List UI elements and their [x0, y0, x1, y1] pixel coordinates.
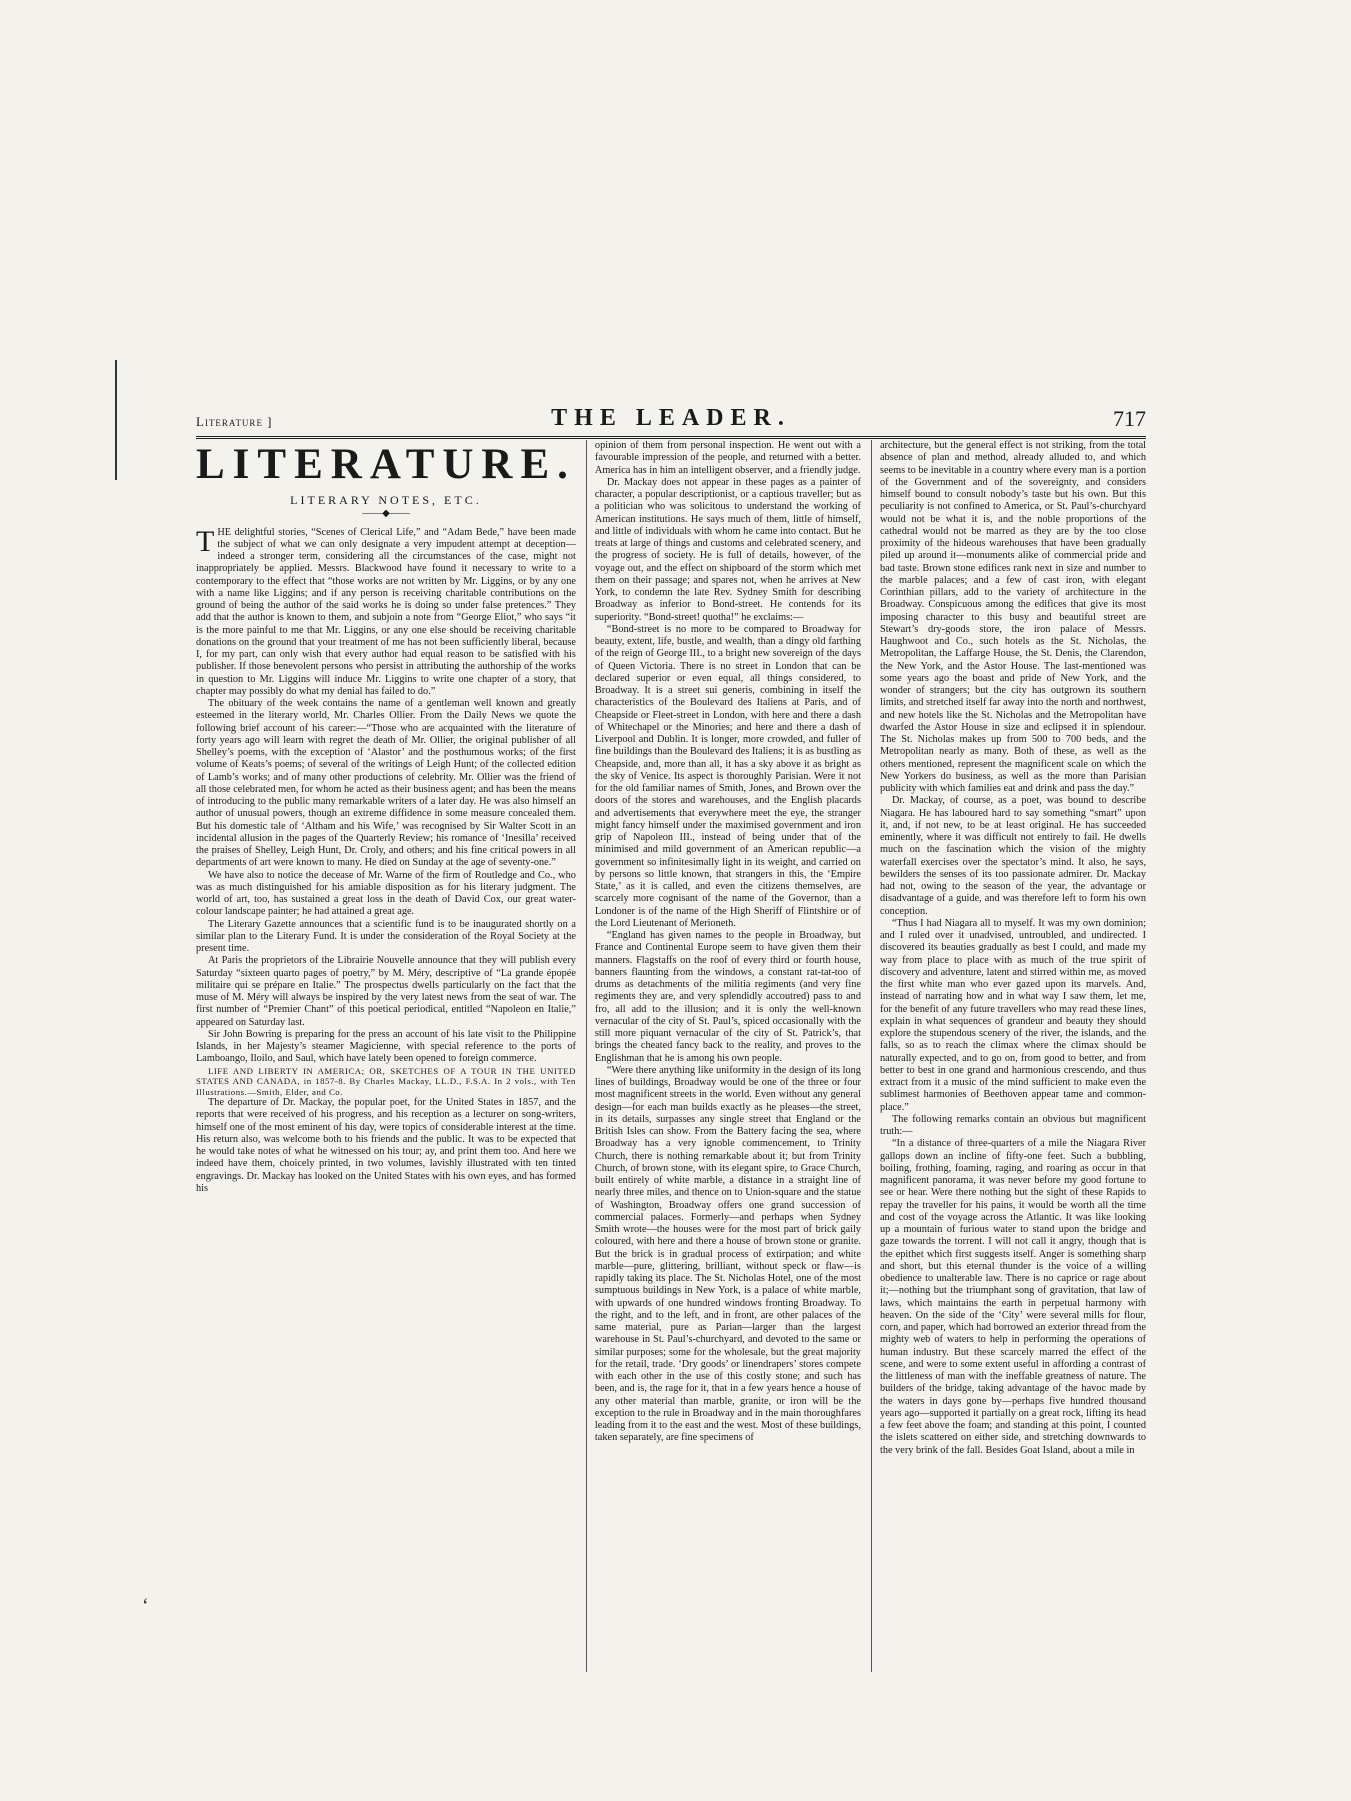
review-heading: LIFE AND LIBERTY IN AMERICA; OR, SKETCHES OF A TOUR IN THE UNITED STATES AND CANADA, in 1857-8. By Charles Mackay, LL.D., F.S.A. In 2 vols., with Ten Illustrations.—Smith, Elder, and Co.: [196, 1065, 576, 1097]
paragraph: opinion of them from personal inspection. He went out with a favourable impression of the people, and returned with a better. America has in him an intelligent observer, and a friendly judge.: [594, 440, 861, 476]
paragraph: We have also to notice the decease of Mr. Warne of the firm of Routledge and Co., who was as much distinguished for his amiable disposition as for his literary judgment. The world of art, too, has sustained a great loss in the death of David Cox, our great water-colour landscape painter; he had attained a great age.: [196, 869, 576, 918]
paragraph: architecture, but the general effect is not striking, from the total absence of plan and method, already alluded to, and which seems to be inevitable in a country where every man is a portion of the Government and of the sovereignty, and considers himself bound to consult nobody’s taste but his own. But this peculiarity is not confined to America, or St. Paul’s-churchyard would not be what it is, and the noble proportions of the cathedral would not be marred as they are by the too close proximity of the hideous warehouses that have been gradually piled up around it—monuments alike of commercial pride and bad taste. Brown stone edifices rank next in size and number to the marble palaces; and a few of cast iron, with elegant Corinthian pillars, add to the variety of architecture in the Broadway. Conspicuous among the edifices that give its most imposing character to this busy and beautiful street are Stewart’s dry-goods store, the iron palace of Messrs. Haughwoot and Co., such hotels as the St. Nicholas, the Metropolitan, the Laffarge House, the St. Denis, the Clarendon, the New York, and the Astor House. The last-mentioned was some years ago the boast and pride of New York, and the wonder of strangers; but the city has outgrown its southern limits, and stretched itself far away into the north and northwest, and new hotels like the St. Nicholas and the Metropolitan have dwarfed the Astor House in size and eclipsed it in splendour. The St. Nicholas makes up from 500 to 700 beds, and the Metropolitan nearly as many. Both of these, as well as the others mentioned, represent the magnificent scale on which the New Yorkers do business, as well as the more than Parisian publicity with which families eat and drink and pass the day.”: [879, 440, 1147, 794]
paragraph: “Were there anything like uniformity in the design of its long lines of buildings, Broadway would be one of the three or four most magnificent streets in the world. Even without any general design—for each man builds exactly as he pleases—the street, in its details, surpasses any single street that England or the British Isles can show. From the Battery facing the sea, where Broadway has a very ignoble commencement, to Trinity Church, there is nothing remarkable about it; but from Trinity Church, of brown stone, with its elegant spire, to Grace Church, built entirely of white marble, a distance in a straight line of nearly three miles, and thence on to Union-square and the statue of Washington, Broadway offers one grand succession of commercial palaces. Formerly—and perhaps when Sydney Smith wrote—the houses were for the most part of brick gaily coloured, with here and there a house of brown stone or granite. But the brick is in gradual process of extirpation; and white marble—pure, glittering, brilliant, without speck or flaw—is rapidly taking its place. The St. Nicholas Hotel, one of the most sumptuous buildings in New York, is a palace of white marble, with upwards of one hundred windows fronting Broadway. To the right, and to the left, and in front, are other palaces of the same material, pure as Parian—larger than the largest warehouse in St. Paul’s-churchyard, and devoted to the same or similar purposes; some for the wholesale, but the great majority for the retail, trade. ‘Dry goods’ or linendrapers’ stores compete with each other in the use of this costly stone; and such has been, and is, the rage for it, that in a few years hence a house of any other material than marble, granite, or iron will be the exception to the rule in Broadway and in the main thoroughfares leading from it to the east and the west. Most of these buildings, taken separately, are fine specimens of: [594, 1064, 861, 1444]
header-section-label: Literature ]: [196, 414, 273, 429]
paragraph: “Bond-street is no more to be compared to Broadway for beauty, extent, life, bustle, and wealth, than a dingy old farthing of the reign of George III., to a bright new sovereign of the days of Queen Victoria. There is no street in London that can be declared superior or even equal, all things considered, to Broadway. It is a street sui generis, combining in itself the characteristics of the Boulevard des Italiens at Paris, and of Cheapside or Fleet-street in London, with here and there a dash of Whitechapel or the Minories; and here and there a dash of Liverpool and Dublin. It is longer, more crowded, and fuller of fine buildings than the Boulevard des Italiens; it is as bustling as Cheapside, and, more than all, it has a sky above it as bright as the sky of Venice. Its aspect is thoroughly Parisian. Were it not for the old familiar names of Smith, Jones, and Brown over the doors of the stores and warehouses, and the English placards and advertisements that everywhere meet the eye, the stranger might fancy himself under the maximised government and iron grip of Napoleon III., instead of being under that of the minimised and mild government of an American republic—a government so infinitesimally light in its weight, and carried on by persons so little known, that strangers in this, the ‘Empire State,’ as it is called, and even the citizens themselves, are scarcely more cognisant of the name of the Governor, than a Londoner is of the name of the High Sheriff of Flintshire or of the Lord Lieutenant of Merioneth.: [594, 623, 861, 929]
paragraph: “England has given names to the people in Broadway, but France and Continental Europe seem to have given them their manners. Flagstaffs on the roof of every third or fourth house, banners flaunting from the windows, a constant rat-tat-too of drums as detachments of the militia regiments (and very fine regiments they are, and very splendidly accoutred) pass to and fro, all add to the illusion; and it is only the well-known vernacular of the city of St. Paul’s, spiced occasionally with the still more piquant vernacular of the city of St. Patrick’s, that brings the cheated fancy back to the reality, and proves to the Englishman that he is among his own people.: [594, 930, 861, 1064]
paragraph: Dr. Mackay does not appear in these pages as a painter of character, a popular descriptionist, or a captious traveller; but as a politician who was solicitous to understand the working of American institutions. He says much of them, little of himself, and little of individuals with whom he came into contact. But he treats at large of things and customs and celebrated scenery, and the progress of society. He is full of details, however, of the voyage out, and the effect on shipboard of the storm which met them on their passage; and spares not, when he arrives at New York, to condemn the late Rev. Sydney Smith for describing Broadway as inferior to Bond-street. He contends for its superiority. “Bond-street! quotha!” he exclaims:—: [594, 476, 861, 623]
margin-rule: [115, 360, 117, 480]
text-columns: [196, 440, 1146, 1672]
paragraph: Sir John Bowring is preparing for the press an account of his late visit to the Philippine Islands, in her Majesty’s steamer Magicienne, with special reference to the ports of Lamboango, Iloilo, and Saul, which have lately been opened to foreign commerce.: [196, 1028, 576, 1065]
column-3: [871, 440, 1146, 1672]
column-1: [196, 440, 576, 1672]
paragraph: “Thus I had Niagara all to myself. It was my own dominion; and I ruled over it unadvised, untroubled, and undirected. I discovered its beauties gradually as best I could, and made my way from place to place with as much of the true spirit of discovery and adventure, latent and stirred within me, as moved the first white man who ever gazed upon its marvels. And, instead of narrating how and in what way I saw them, let me, for the benefit of any future travellers who may read these lines, explain in what sequences of grandeur and beauty they should explore the stupendous scenery of the river, the islands, and the falls, so as to reach the climax where the climax should be naturally expected, and to go on, from good to better, and from better to best in one grand and harmonious crescendo, and thus extract from it a music of the mind sufficient to make even the sublimest harmonies of Beethoven appear tame and common-place.”: [879, 917, 1147, 1113]
stray-mark: ʻ: [142, 1595, 149, 1617]
paragraph: [196, 524, 576, 699]
paragraph-text: HE delightful stories, “Scenes of Clerical Life,” and “Adam Bede,” have been made the subject of what we can only designate a very impudent attempt at deception—indeed a stronger term, considering all the circumstances of the case, might not inappropriately be applied. Messrs. Blackwood have found it necessary to write to a contemporary to the effect that “those works are not written by Mr. Liggins, or by any one with a name like Liggins; and if any person is receiving charitable contributions on the ground of being the author of the said works he is doing so under false pretences.” They add that the author is known to them, and subjoin a note from “George Eliot,” who says “it is the more painful to me that Mr. Liggins, or any one else should be receiving charitable donations on the ground that your treatment of me has not been sufficiently liberal, because I, for my part, can only wish that every author had equal reason to be satisfied with his publisher. If those benevolent persons who persist in attributing the authorship of the works in question to Mr. Liggins will induce Mr. Liggins to write one chapter of a story, that chapter may possibly do what my denial has failed to do.”: [196, 526, 576, 697]
paragraph: The following remarks contain an obvious but magnificent truth:—: [879, 1113, 1147, 1137]
paragraph: “In a distance of three-quarters of a mile the Niagara River gallops down an incline of fifty-one feet. Such a bubbling, boiling, frothing, foaming, raging, and roaring as occur in that magnificent panorama, it was never before my good fortune to see or hear. Were there nothing but the sight of these Rapids to repay the traveller for his pains, it would be worth all the time and cost of the voyage across the Atlantic. It was like looking up a mountain of furious water to stand upon the bridge and gaze towards the torrent. I will not call it angry, though that is the epithet which first suggests itself. Anger is something sharp and short, but this eternal thunder is the voice of a willing obedience to unalterable law. There is no caprice or rage about it;—nothing but the triumphant song of gravitation, that law of laws, which maintains the earth in perpetual harmony with heaven. On the side of the ‘City’ were several mills for flour, corn, and paper, which had borrowed an exterior thread from the mighty web of waters to help in performing the operations of human industry. But these scarcely marred the effect of the scene, and were to some extent useful in affording a contrast of the littleness of man with the ineffable greatness of nature. The builders of the bridge, taking advantage of the havoc made by the waters in days gone by—perhaps five hundred thousand years ago—supported it partially on a great rock, lifting its head a few feet above the foam; and standing at this point, I counted the islets scattered on either side, and stretching downwards to the very brink of the fall. Besides Goat Island, about a mile in: [879, 1138, 1147, 1456]
paragraph: At Paris the proprietors of the Librairie Nouvelle announce that they will publish every Saturday “sixteen quarto pages of poetry,” by M. Méry, descriptive of “La grande épopée militaire qui se prépare en Italie.” The prospectus dwells particularly on the fact that the muse of M. Méry will always be inspired by the very latest news from the seat of war. The first number of “Premier Chant” of this poetical periodical, entitled “Napoleon en Italie,” appeared on Saturday last.: [196, 955, 576, 1028]
paragraph: The Literary Gazette announces that a scientific fund is to be inaugurated shortly on a similar plan to the Literary Fund. It is under the consideration of the Royal Society at the present time.: [196, 918, 576, 954]
column-2: [586, 440, 861, 1672]
drop-cap: T: [196, 524, 215, 558]
paragraph: Dr. Mackay, of course, as a poet, was bound to describe Niagara. He has laboured hard to say something “smart” upon it, and, if not new, to be at least original. He has succeeded eminently, where it was difficult not entirely to fail. He dwells much on the fascination which the vision of the mighty waterfall exercises over the spectator’s mind. It also, he says, bewilders the senses of its too passionate admirer. Dr. Mackay had not, owing to the season of the year, the advantage or disadvantage of a guide, and was therefore left to form his own conception.: [879, 795, 1147, 917]
section-title: LITERATURE.: [196, 441, 576, 488]
header-publication-title: THE LEADER.: [551, 405, 791, 431]
paragraph: The obituary of the week contains the name of a gentleman well known and greatly esteemed in the literary world, Mr. Charles Ollier. From the Daily News we quote the following brief account of his career:—“Those who are acquainted with the literature of forty years ago will learn with regret the death of Mr. Ollier, the original publisher of all Shelley’s poems, with the exception of ‘Alastor’ and the posthumous works; of the first volume of Keats’s poems; of several of the writings of Leigh Hunt; of the collected edition of Lamb’s works; and of many other productions of celebrity. Mr. Ollier was the friend of all those celebrated men, for whom he acted as their business agent; and has been the means of introducing to the public many remarkable writers of a later day. He was also himself an author of unusual powers, though an extreme diffidence in some measure concealed them. But his domestic tale of ‘Altham and his Wife,’ was recognised by Sir Walter Scott in an incidental allusion in the pages of the Quarterly Review; his romance of ‘Inesilla’ received the praises of Shelley, Leigh Hunt, Dr. Croly, and others; and his fine critical powers in all departments of art were known to many. He died on Sunday at the age of seventy-one.”: [196, 698, 576, 869]
section-subtitle: LITERARY NOTES, ETC.: [290, 493, 482, 507]
paragraph: The departure of Dr. Mackay, the popular poet, for the United States in 1857, and the reports that were received of his progress, and his reception as a lecturer on song-writers, himself one of the most eminent of his day, were topics of considerable interest at the time. His return also, was welcome both to his friends and the public. It was to be expected that he would take notes of what he witnessed on his tour; ay, and print them too. And here we indeed have them, choicely printed, in two volumes, lavishly illustrated with ten tinted engravings. Dr. Mackay has looked on the United States with his own eyes, and has formed his: [196, 1097, 576, 1194]
header-page-number: 717: [1113, 406, 1146, 431]
running-header: [196, 400, 1146, 439]
newspaper-page: [196, 400, 1146, 1672]
ornament-divider: ——◆——: [362, 508, 410, 520]
